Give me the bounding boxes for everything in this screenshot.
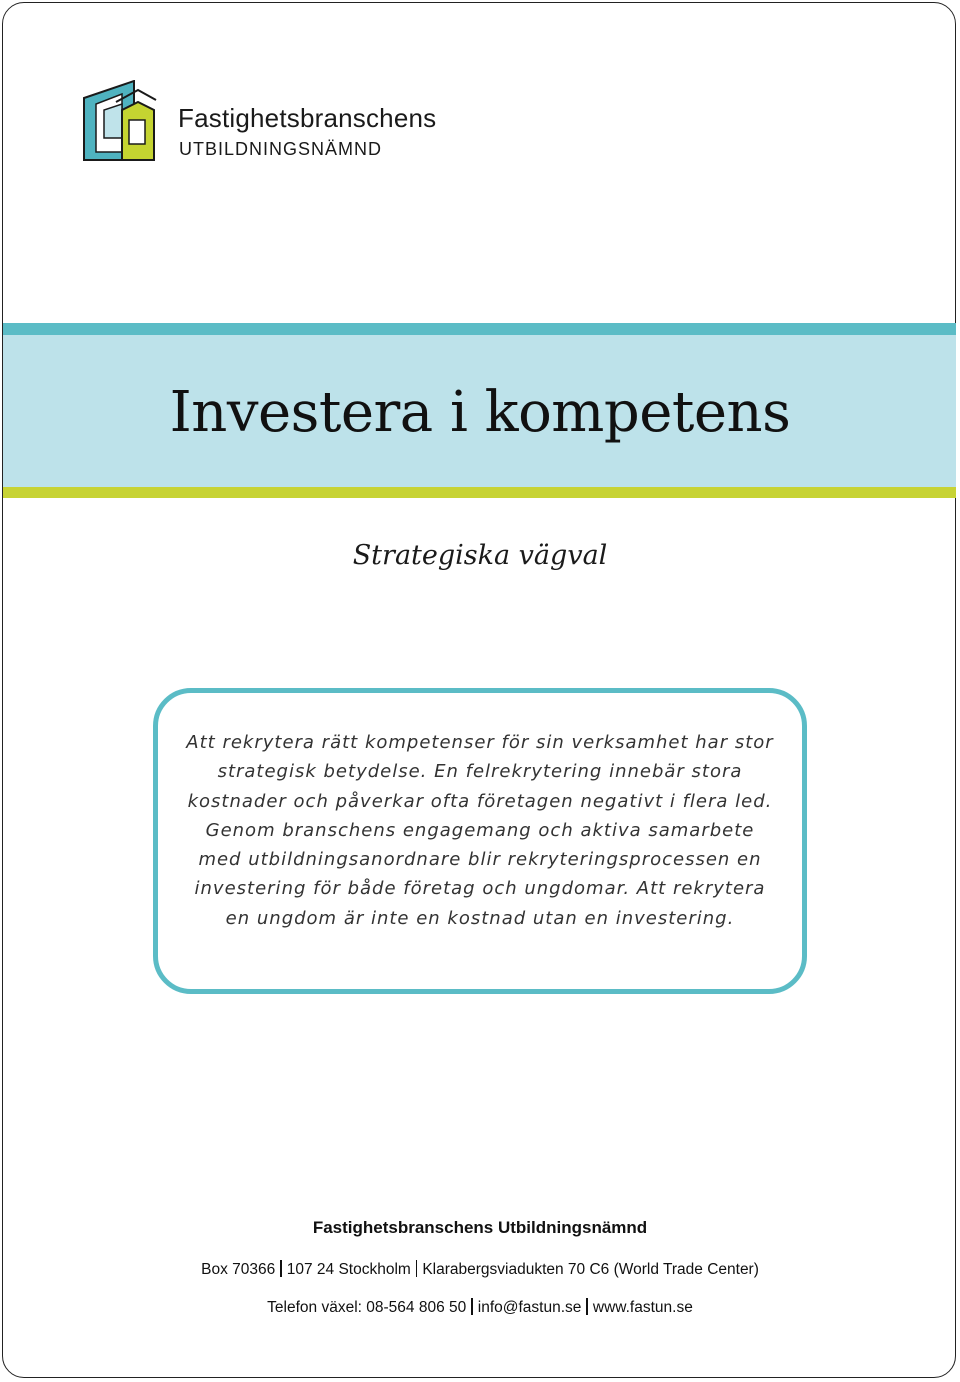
separator (586, 1298, 588, 1315)
separator (416, 1260, 418, 1277)
footer-organization: Fastighetsbranschens Utbildningsnämnd (312, 1218, 648, 1237)
page-title: Investera i kompetens (169, 380, 791, 445)
footer-phone: Telefon växel: 08-564 806 50 (267, 1299, 467, 1316)
band-top-stripe (3, 323, 956, 335)
footer-email-link[interactable]: info@fastun.se (477, 1299, 582, 1316)
footer-address (0, 1260, 960, 1279)
separator (471, 1298, 473, 1315)
logo-name: Fastighetsbranschens (178, 103, 437, 133)
quote-text: Att rekrytera rätt kompetenser för sin verksamhet har stor strategisk betydelse. En felrekrytering innebär stora kostnader och påverkar ofta företagen negativt i flera led. Genom branschens engagemang och aktiva samarbete med utbildningsanordnare blir rekryteringsprocessen en investering för både företag och ungdomar. Att rekrytera en ungdom är inte en kostnad utan en investering. (186, 732, 774, 929)
separator (280, 1260, 282, 1277)
logo-house-icon (82, 80, 162, 162)
footer-postal: 107 24 Stockholm (286, 1261, 411, 1278)
logo-subtitle: UTBILDNINGSNÄMND (179, 139, 383, 159)
footer-contact (0, 1298, 960, 1317)
footer-website-link[interactable]: www.fastun.se (592, 1299, 693, 1316)
footer-box: Box 70366 (201, 1261, 276, 1278)
page-subtitle: Strategiska vägval (352, 540, 608, 571)
footer-street: Klarabergsviadukten 70 C6 (World Trade Center) (422, 1261, 759, 1278)
band-bottom-stripe (3, 487, 956, 498)
